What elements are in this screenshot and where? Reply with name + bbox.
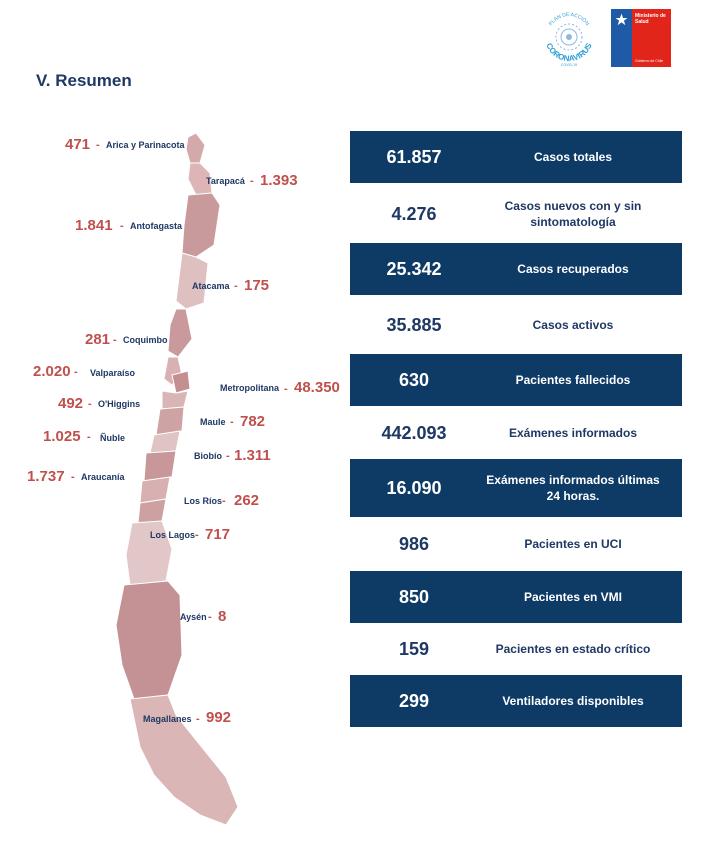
region-shape-coquimbo [168, 309, 192, 357]
stat-value: 25.342 [386, 258, 442, 279]
stat-casos-recuperados [350, 243, 682, 295]
region-cases-arica: 471 [65, 136, 91, 153]
region-label-ohiggins: O'Higgins [98, 399, 141, 409]
region-shape-nuble [150, 431, 180, 453]
region-cases-coquimbo: 281 [85, 331, 111, 348]
region-label-valparaiso: Valparaíso [90, 368, 136, 378]
stat-label: Exámenes informados últimas 24 horas. [486, 473, 660, 503]
region-shape-ohiggins [162, 391, 188, 409]
region-cases-antofagasta: 1.841 [75, 217, 113, 234]
region-shape-losrios [138, 499, 166, 523]
region-label-maule: Maule [200, 417, 226, 427]
region-cases-maule: 782 [240, 413, 266, 430]
region-cases-araucania: 1.737 [27, 468, 65, 485]
region-shape-biobio [144, 451, 176, 481]
stat-label: Casos nuevos con y sin sintomatología [504, 199, 642, 229]
region-cases-tarapaca: 1.393 [260, 172, 298, 189]
minsal-name: Ministerio de Salud [635, 13, 666, 25]
stat-value: 630 [398, 369, 430, 390]
stat-pacientes-uci [350, 519, 682, 569]
stat-label: Ventiladores disponibles [502, 694, 644, 708]
region-cases-aysen: 8 [218, 608, 227, 625]
stat-examenes-informados [350, 408, 682, 458]
stat-value: 159 [398, 638, 430, 659]
region-label-antofagasta: Antofagasta [130, 221, 183, 231]
region-cases-nuble: 1.025 [43, 428, 81, 445]
svg-text:CORONAVIRUS [544, 41, 594, 63]
region-label-loslagos: Los Lagos [150, 530, 196, 540]
svg-text:PLAN DE ACCIÓN [548, 12, 590, 27]
region-label-tarapaca: Tarapacá [206, 176, 245, 186]
region-shape-arica [186, 133, 205, 163]
region-cases-loslagos: 717 [205, 526, 231, 543]
stat-ventiladores-disponibles [350, 675, 682, 727]
plan-accion-coronavirus-logo [538, 6, 600, 68]
stat-label: Pacientes en VMI [523, 590, 623, 604]
chile-regions-map: 471 - Arica y Parinacota Tarapacá - 1.393 1.841 - Antofagasta Atacama - 175 281 - Coquimbo 2.020 - Valparaíso Metropolitana - 48.350 492 - O'Higgins Maule - 782 1.025 - Ñuble Biobío - 1.311 1.737 - Araucanía Los Ríos - 262 Los Lagos - 717 Aysén - 8 Magallanes - 992 [0, 125, 350, 835]
stat-casos-activos [350, 299, 682, 351]
region-label-biobio: Biobío [194, 451, 222, 461]
region-label-araucania: Araucanía [81, 472, 125, 482]
region-cases-ohiggins: 492 [58, 395, 84, 412]
region-shape-metropolitana [172, 371, 190, 393]
region-cases-metropolitana: 48.350 [294, 379, 340, 396]
stat-label: Exámenes informados [508, 426, 638, 440]
region-cases-atacama: 175 [244, 277, 270, 294]
region-cases-losrios: 262 [234, 492, 260, 509]
coronavirus-text: CORONAVIRUS [544, 41, 594, 64]
region-label-metropolitana: Metropolitana [220, 383, 280, 393]
covid-text: COVID-19 [560, 63, 578, 67]
region-label-aysen: Aysén [180, 612, 207, 622]
stat-value: 16.090 [386, 477, 442, 498]
stat-value: 850 [398, 586, 430, 607]
region-cases-magallanes: 992 [206, 709, 232, 726]
region-label-coquimbo: Coquimbo [123, 335, 168, 345]
stat-label: Casos totales [533, 150, 613, 164]
stat-value: 61.857 [386, 146, 442, 167]
region-cases-biobio: 1.311 [234, 447, 271, 464]
region-label-magallanes: Magallanes [143, 714, 192, 724]
region-label-atacama: Atacama [192, 281, 230, 291]
star-icon [615, 13, 628, 26]
stat-pacientes-criticos [350, 624, 682, 674]
stat-casos-totales [350, 131, 682, 183]
stat-value: 442.093 [381, 422, 447, 443]
stat-label: Casos recuperados [517, 262, 629, 276]
region-label-losrios: Los Ríos [184, 496, 223, 506]
region-cases-valparaiso: 2.020 [33, 363, 71, 380]
stat-label: Pacientes fallecidos [515, 373, 631, 387]
page-title: V. Resumen [36, 71, 132, 90]
region-label-arica: Arica y Parinacota [106, 140, 185, 150]
stat-value: 299 [398, 690, 430, 711]
region-shape-aysen [116, 581, 182, 699]
stat-value: 986 [398, 533, 430, 554]
region-shape-antofagasta [182, 193, 220, 257]
stat-pacientes-vmi [350, 571, 682, 623]
ministerio-salud-logo [611, 9, 671, 67]
stat-value: 4.276 [391, 203, 437, 224]
plan-accion-text: PLAN DE ACCIÓN [547, 11, 591, 27]
stat-value: 35.885 [386, 314, 442, 335]
stat-label: Casos activos [532, 318, 614, 332]
stat-casos-nuevos [350, 188, 682, 240]
stat-label: Pacientes en estado crítico [495, 642, 651, 656]
region-label-nuble: Ñuble [100, 433, 126, 443]
minsal-sub: Gobierno de Chile [635, 59, 664, 63]
stat-pacientes-fallecidos [350, 354, 682, 406]
stat-examenes-24h [350, 459, 682, 517]
stat-label: Pacientes en UCI [524, 537, 622, 551]
